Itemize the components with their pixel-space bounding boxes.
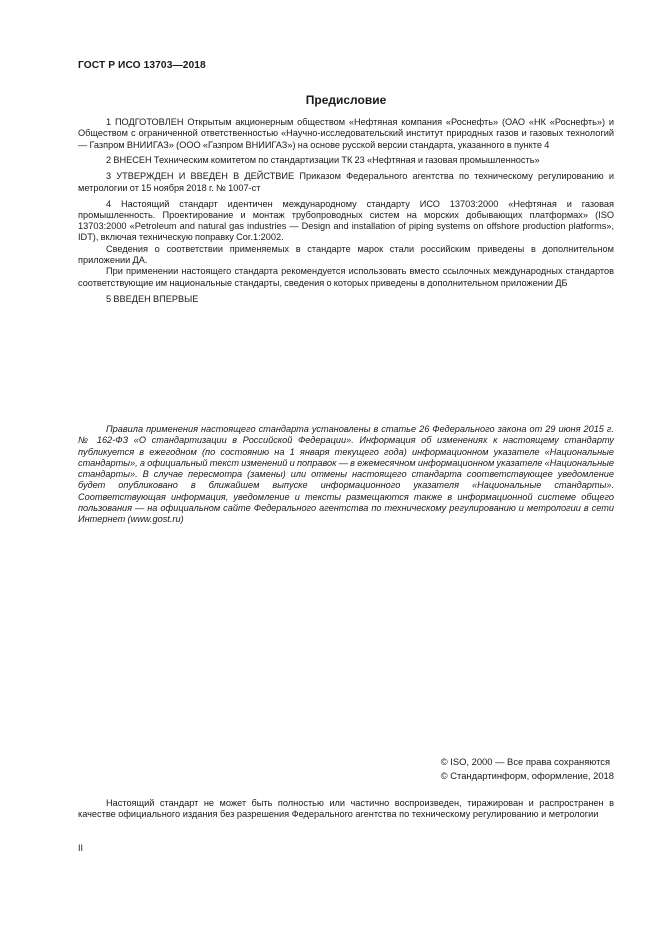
page-number: II xyxy=(78,843,84,853)
paragraph-prepared-by: 1 ПОДГОТОВЛЕН Открытым акционерным обществом «Нефтяная компания «Роснефть» (ОАО «НК «Роснефть») и Обществом с ограниченной ответственностью «Научно-исследовательский институт природных газов и газовых технологий — Газпром ВНИИГАЗ» (ООО «Газпром ВНИИГАЗ») на основе русской версии стандарта, указанного в пункте 4 xyxy=(78,117,614,150)
standard-code: ГОСТ Р ИСО 13703—2018 xyxy=(78,60,206,71)
application-rules-notice xyxy=(78,424,614,526)
page-title: Предисловие xyxy=(305,93,387,107)
copyright-iso: © ISO, 2000 — Все права сохраняются xyxy=(440,756,611,767)
foreword-body xyxy=(78,117,614,309)
paragraph-introduced-first-time: 5 ВВЕДЕН ВПЕРВЫЕ xyxy=(106,293,199,304)
notice-text: Правила применения настоящего стандарта установлены в статье 26 Федерального закона от 29 июня 2015 г. № 162-ФЗ «О стандартизации в Российской Федерации». Информация об изменениях к настоящему стандарту публикуется в ежегодном (по состоянию на 1 января текущего года) информационном указателе «Национальные стандарты», а официальный текст изменений и поправок — в ежемесячном информационном указателе «Национальные стандарты». В случае пересмотра (замены) или отмены настоящего стандарта соответствующее уведомление будет опубликовано в ближайшем выпуске информационного указателя «Национальные стандарты». Соответствующая информация, уведомление и тексты размещаются также в информационной системе общего пользования — на официальном сайте Федерального агентства по техническому регулированию и метрологии в сети Интернет (www.gost.ru) xyxy=(78,424,614,525)
copyright-block xyxy=(441,755,614,783)
paragraph-approved: 3 УТВЕРЖДЕН И ВВЕДЕН В ДЕЙСТВИЕ Приказом Федерального агентства по техническому регулированию и метрологии от 15 ноября 2018 г. № 1007-ст xyxy=(78,171,614,193)
paragraph-identical-standard: 4 Настоящий стандарт идентичен международному стандарту ИСО 13703:2000 «Нефтяная и газовая промышленность. Проектирование и монтаж трубопроводных систем на морских добывающих платформах» (ISO 13703:2000 «Petroleum and natural gas industries — Design and installation of piping systems on offshore production platforms», IDT), включая техническую поправку Cor.1:2002. xyxy=(78,198,614,243)
paragraph-steel-grades: Сведения о соответствии применяемых в стандарте марок стали российским приведены в дополнительном приложении ДА. xyxy=(78,243,614,266)
copyright-standartinform: © Стандартинформ, оформление, 2018 xyxy=(440,769,614,781)
reproduction-notice xyxy=(78,798,614,821)
reproduction-notice-text: Настоящий стандарт не может быть полностью или частично воспроизведен, тиражирован и распространен в качестве официального издания без разрешения Федерального агентства по техническому регулированию и метрологии xyxy=(78,798,614,820)
paragraph-reference-standards: При применении настоящего стандарта рекомендуется использовать вместо ссылочных международных стандартов соответствующие им национальные стандарты, сведения о которых приведены в дополнительном приложении ДБ xyxy=(78,266,614,288)
paragraph-submitted-by: 2 ВНЕСЕН Техническим комитетом по стандартизации ТК 23 «Нефтяная и газовая промышленность» xyxy=(106,155,540,166)
